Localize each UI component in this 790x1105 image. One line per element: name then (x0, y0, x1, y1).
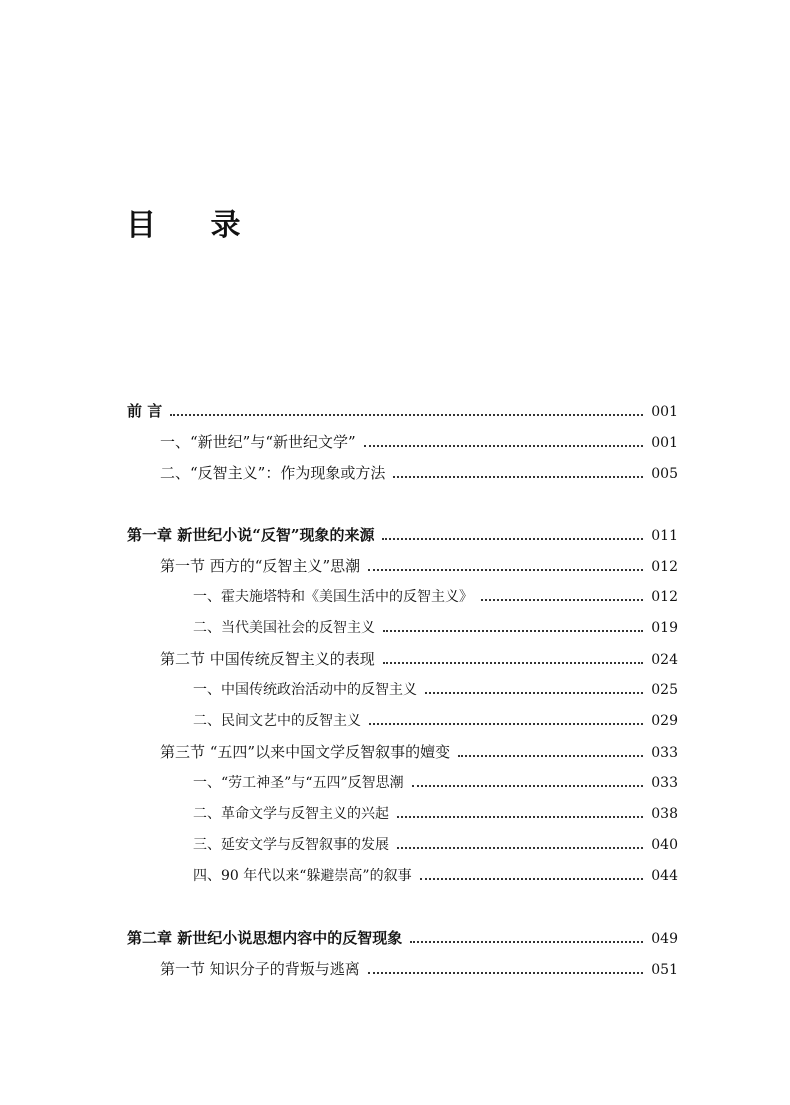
toc-entry[interactable] (127, 803, 678, 834)
toc-entry-label: 二、民间文艺中的反智主义 (193, 713, 361, 729)
toc-entry-label: 二、当代美国社会的反智主义 (193, 620, 375, 636)
toc-entry-chapter-2[interactable] (127, 927, 678, 958)
toc-entry-label: 第一章 新世纪小说“反智”现象的来源 (127, 526, 375, 544)
toc-entry-label: 第一节 知识分子的背叛与逃离 (160, 960, 360, 978)
toc-page-number: 001 (651, 435, 678, 451)
toc-entry-label: 一、霍夫施塔特和《美国生活中的反智主义》 (193, 589, 473, 605)
toc-entry-label: 二、革命文学与反智主义的兴起 (193, 806, 389, 822)
toc-page-number: 029 (651, 713, 678, 729)
toc-entry-section[interactable] (127, 741, 678, 772)
page-title: 目 录 (126, 208, 263, 243)
toc-entry-label: 第二节 中国传统反智主义的表现 (160, 650, 375, 668)
toc-page-number: 033 (651, 775, 678, 791)
dot-leader (393, 476, 643, 478)
toc-entry[interactable] (127, 772, 678, 803)
dot-leader (481, 599, 643, 601)
toc-page-number: 049 (651, 931, 678, 947)
toc-entry[interactable] (127, 462, 678, 493)
toc-entry-label: 三、延安文学与反智叙事的发展 (193, 837, 389, 853)
toc-page-number: 024 (651, 652, 678, 668)
toc-entry[interactable] (127, 710, 678, 741)
dot-leader (383, 630, 643, 632)
toc-page-number: 005 (651, 466, 678, 482)
toc-entry-label: 二、“反智主义”：作为现象或方法 (160, 464, 386, 482)
toc-entry-label: 第二章 新世纪小说思想内容中的反智现象 (127, 929, 403, 947)
toc-page-number: 033 (651, 745, 678, 761)
dot-leader (458, 755, 643, 757)
toc-page-number: 012 (651, 589, 678, 605)
toc-entry-section[interactable] (127, 958, 678, 989)
dot-leader (382, 538, 643, 540)
toc-page-number: 001 (651, 404, 678, 420)
toc-entry-section[interactable] (127, 648, 678, 679)
toc-page-number: 025 (651, 682, 678, 698)
toc-page-number: 012 (651, 559, 678, 575)
spacer (127, 493, 678, 524)
dot-leader (420, 878, 644, 880)
dot-leader (170, 414, 643, 416)
toc-entry[interactable] (127, 679, 678, 710)
toc-entry-label: 第三节 “五四”以来中国文学反智叙事的嬗变 (160, 743, 451, 761)
dot-leader (412, 785, 644, 787)
toc-entry[interactable] (127, 865, 678, 896)
spacer (127, 896, 678, 927)
toc-entry-chapter-1[interactable] (127, 524, 678, 555)
toc-page-number: 044 (651, 868, 678, 884)
toc-entry-label: 第一节 西方的“反智主义”思潮 (160, 557, 361, 575)
dot-leader (425, 692, 643, 694)
toc-page-number: 019 (651, 620, 678, 636)
dot-leader (383, 662, 643, 664)
toc-page-number: 040 (651, 837, 678, 853)
dot-leader (397, 847, 643, 849)
dot-leader (368, 972, 643, 974)
toc-entry-label: 四、90 年代以来“躲避崇高”的叙事 (193, 868, 412, 884)
toc-entry-label: 一、中国传统政治活动中的反智主义 (193, 682, 417, 698)
toc-entry-label: 一、“新世纪”与“新世纪文学” (160, 433, 356, 451)
toc-page-number: 038 (651, 806, 678, 822)
toc-entry-label: 一、“劳工神圣”与“五四”反智思潮 (193, 775, 404, 791)
dot-leader (368, 569, 643, 571)
table-of-contents (127, 400, 678, 989)
toc-entry-label: 前 言 (127, 402, 163, 420)
toc-entry[interactable] (127, 431, 678, 462)
dot-leader (397, 816, 643, 818)
dot-leader (410, 941, 643, 943)
toc-entry-preface[interactable] (127, 400, 678, 431)
toc-entry[interactable] (127, 586, 678, 617)
toc-entry[interactable] (127, 617, 678, 648)
toc-page-number: 051 (651, 962, 678, 978)
toc-page-number: 011 (651, 528, 678, 544)
dot-leader (369, 723, 643, 725)
dot-leader (364, 445, 644, 447)
toc-entry[interactable] (127, 834, 678, 865)
toc-entry-section[interactable] (127, 555, 678, 586)
